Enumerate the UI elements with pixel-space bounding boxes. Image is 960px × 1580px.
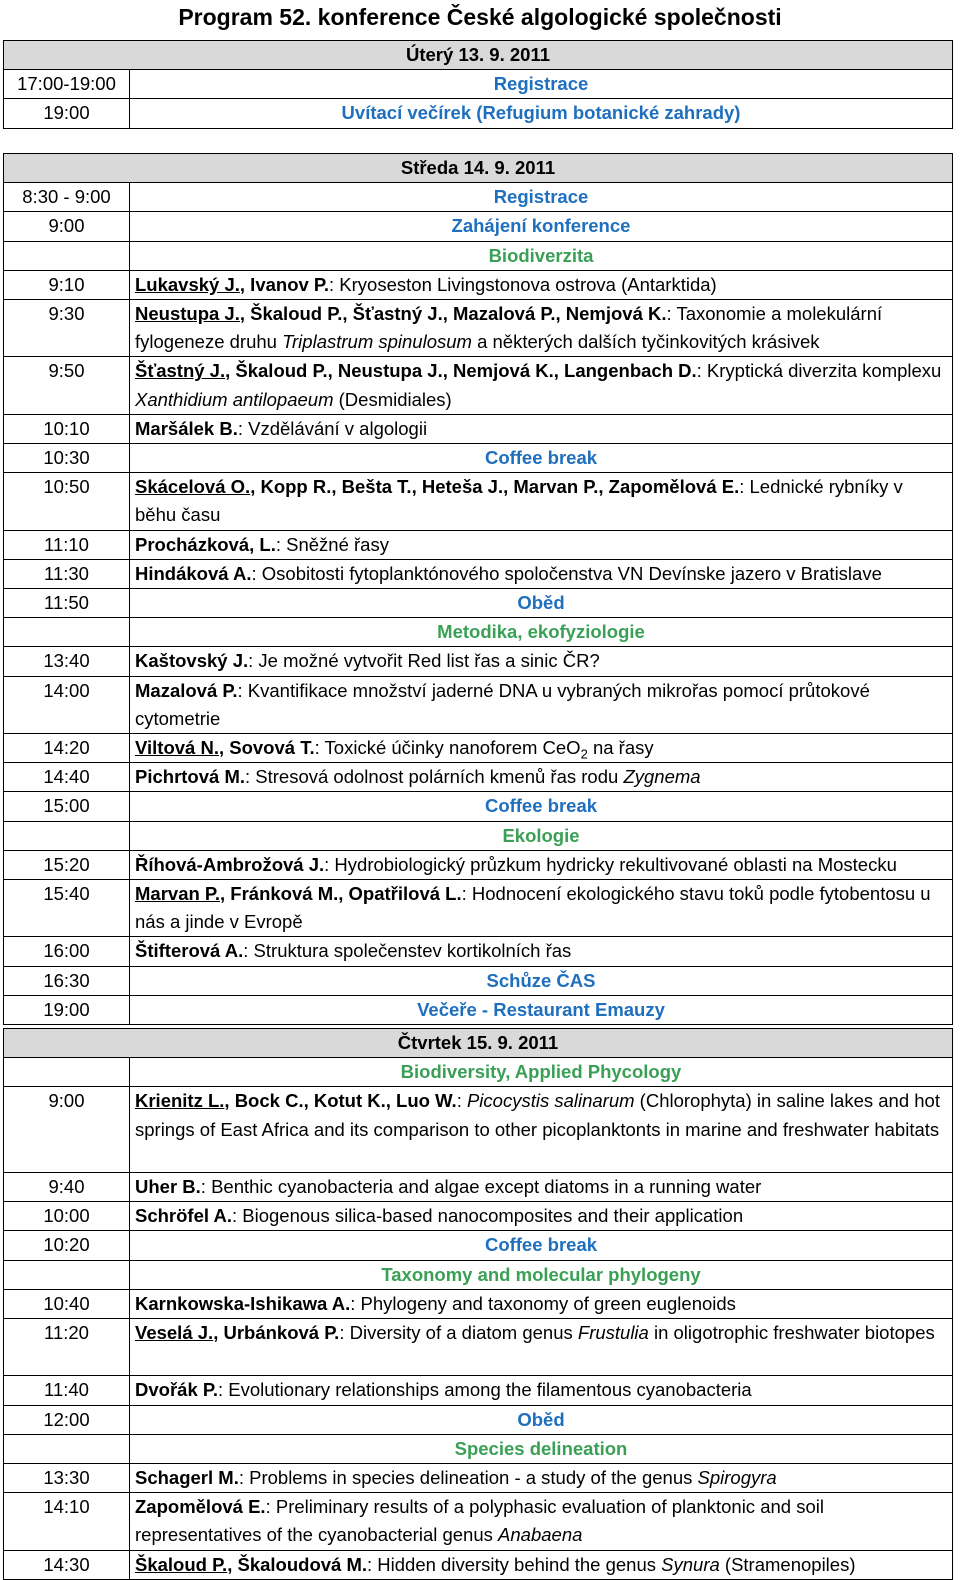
talk-authors: Marvan P., Fránková M., Opatřilová L.	[135, 883, 462, 905]
schedule-row	[4, 70, 953, 99]
schedule-row	[4, 1376, 953, 1405]
schedule-row	[4, 1260, 953, 1289]
time-cell	[4, 1434, 130, 1463]
day-table-thursday	[3, 1028, 953, 1580]
talk-cell	[130, 530, 953, 559]
talk-title: : Taxonomie a molekulární fylogeneze druhu Triplastrum spinulosum a některých dalších tyčinkovitých krásivek	[135, 303, 883, 353]
talk-authors: Neustupa J., Škaloud P., Šťastný J., Mazalová P., Nemjová K.	[135, 303, 667, 325]
talk-cell	[130, 880, 953, 937]
talk-title: : Lednické rybníky v běhu času	[135, 476, 903, 526]
schedule-row	[4, 357, 953, 414]
event-label: Coffee break	[130, 444, 953, 473]
talk-cell	[130, 300, 953, 357]
talk-title: : Biogenous silica-based nanocomposites and their application	[231, 1205, 744, 1227]
talk-title: : Kryptická diverzita komplexu Xanthidium antilopaeum (Desmidiales)	[135, 360, 942, 410]
time-cell: 9:10	[4, 270, 130, 299]
time-cell: 19:00	[4, 99, 130, 128]
talk-title: : Picocystis salinarum (Chlorophyta) in saline lakes and hot springs of East Africa and its comparison to other picoplanktonts in marine and freshwater habitats	[135, 1090, 940, 1140]
schedule-row	[4, 300, 953, 357]
talk-cell	[130, 937, 953, 966]
time-cell: 13:40	[4, 647, 130, 676]
talk-authors: Maršálek B.	[135, 417, 238, 439]
time-cell: 11:50	[4, 589, 130, 618]
talk-cell	[130, 1173, 953, 1202]
schedule-row	[4, 850, 953, 879]
talk-authors: Říhová-Ambrožová J.	[135, 853, 325, 875]
time-cell: 10:10	[4, 414, 130, 443]
time-cell: 11:30	[4, 559, 130, 588]
time-cell: 9:40	[4, 1173, 130, 1202]
schedule-row	[4, 1319, 953, 1376]
time-cell: 12:00	[4, 1405, 130, 1434]
schedule-row	[4, 676, 953, 733]
event-label: Registrace	[130, 70, 953, 99]
schedule-row	[4, 559, 953, 588]
talk-title: : Struktura společenstev kortikolních řas	[243, 940, 572, 962]
schedule-row	[4, 734, 953, 763]
talk-title: : Kvantifikace množství jaderné DNA u vybraných mikrořas pomocí průtokové cytometrie	[135, 679, 870, 729]
time-cell: 11:10	[4, 530, 130, 559]
event-label: Schůze ČAS	[130, 966, 953, 995]
time-cell: 14:00	[4, 676, 130, 733]
talk-cell	[130, 357, 953, 414]
schedule-row	[4, 1202, 953, 1231]
schedule-row	[4, 1289, 953, 1318]
time-cell: 10:20	[4, 1231, 130, 1260]
time-cell: 16:30	[4, 966, 130, 995]
section-heading: Species delineation	[130, 1434, 953, 1463]
talk-authors: Skácelová O., Kopp R., Bešta T., Heteša J., Marvan P., Zapomělová E.	[135, 476, 740, 498]
talk-cell	[130, 1493, 953, 1550]
time-cell	[4, 1058, 130, 1087]
schedule-row	[4, 763, 953, 792]
schedule-row	[4, 995, 953, 1024]
time-cell: 16:00	[4, 937, 130, 966]
schedule-row	[4, 473, 953, 530]
talk-title: : Hydrobiologický průzkum hydricky rekultivované oblasti na Mostecku	[324, 853, 897, 875]
time-cell: 15:00	[4, 792, 130, 821]
time-cell	[4, 241, 130, 270]
schedule-row	[4, 1434, 953, 1463]
time-cell: 10:00	[4, 1202, 130, 1231]
talk-cell	[130, 850, 953, 879]
talk-authors: Škaloud P., Škaloudová M.	[135, 1553, 368, 1575]
section-heading: Biodiverzita	[130, 241, 953, 270]
talk-cell	[130, 1319, 953, 1376]
time-cell: 14:10	[4, 1493, 130, 1550]
time-cell: 14:30	[4, 1550, 130, 1579]
talk-authors: Lukavský J., Ivanov P.	[135, 273, 330, 295]
section-heading: Metodika, ekofyziologie	[130, 618, 953, 647]
talk-cell	[130, 1202, 953, 1231]
talk-authors: Kaštovský J.	[135, 650, 249, 672]
talk-cell	[130, 734, 953, 763]
schedule-row	[4, 1173, 953, 1202]
schedule-row	[4, 821, 953, 850]
talk-title: : Evolutionary relationships among the filamentous cyanobacteria	[217, 1379, 752, 1401]
time-cell: 11:20	[4, 1319, 130, 1376]
talk-authors: Pichrtová M.	[135, 766, 245, 788]
schedule-row	[4, 444, 953, 473]
page-title: Program 52. konference České algologické společnosti	[178, 4, 782, 30]
schedule-row	[4, 99, 953, 128]
time-cell: 10:40	[4, 1289, 130, 1318]
day-heading-row	[4, 41, 953, 70]
time-cell: 15:20	[4, 850, 130, 879]
schedule-row	[4, 618, 953, 647]
event-label: Coffee break	[130, 792, 953, 821]
event-label: Oběd	[130, 1405, 953, 1434]
day-heading-row	[4, 154, 953, 183]
time-cell: 13:30	[4, 1464, 130, 1493]
talk-authors: Viltová N., Sovová T.	[135, 737, 315, 759]
talk-authors: Štifterová A.	[135, 940, 244, 962]
talk-cell	[130, 1464, 953, 1493]
talk-cell	[130, 1376, 953, 1405]
talk-title: : Hidden diversity behind the genus Synura (Stramenopiles)	[367, 1553, 856, 1575]
time-cell: 14:40	[4, 763, 130, 792]
time-cell: 8:30 - 9:00	[4, 183, 130, 212]
schedule-row	[4, 1058, 953, 1087]
talk-authors: Schagerl M.	[135, 1467, 239, 1489]
schedule-row	[4, 792, 953, 821]
day-table-tuesday	[3, 40, 953, 129]
talk-title: : Je možné vytvořit Red list řas a sinic ČR?	[248, 650, 600, 672]
schedule-row	[4, 647, 953, 676]
section-heading: Ekologie	[130, 821, 953, 850]
talk-authors: Hindáková A.	[135, 562, 252, 584]
time-cell: 9:30	[4, 300, 130, 357]
talk-authors: Schröfel A.	[135, 1205, 232, 1227]
day-table-wednesday	[3, 153, 953, 1025]
time-cell: 9:00	[4, 212, 130, 241]
talk-title: : Toxické účinky nanoforem CeO$_2$ na řasy	[314, 737, 654, 762]
time-cell	[4, 1260, 130, 1289]
talk-authors: Uher B.	[135, 1176, 201, 1197]
talk-title: : Preliminary results of a polyphasic evaluation of planktonic and soil representatives of the cyanobacterial genus Anabaena	[135, 1496, 824, 1546]
schedule-row	[4, 1231, 953, 1260]
time-cell: 9:50	[4, 357, 130, 414]
day-heading: Středa 14. 9. 2011	[4, 154, 953, 183]
talk-cell	[130, 647, 953, 676]
talk-authors: Šťastný J., Škaloud P., Neustupa J., Nemjová K., Langenbach D.	[135, 360, 697, 382]
time-cell: 10:30	[4, 444, 130, 473]
time-cell: 14:20	[4, 734, 130, 763]
time-cell: 10:50	[4, 473, 130, 530]
talk-cell	[130, 1087, 953, 1173]
schedule-row	[4, 589, 953, 618]
schedule-row	[4, 1464, 953, 1493]
talk-title: : Stresová odolnost polárních kmenů řas rodu Zygnema	[245, 766, 701, 788]
schedule-row	[4, 414, 953, 443]
talk-cell	[130, 270, 953, 299]
event-label: Uvítací večírek (Refugium botanické zahrady)	[130, 99, 953, 128]
event-label: Zahájení konference	[130, 212, 953, 241]
time-cell: 9:00	[4, 1087, 130, 1173]
time-cell: 15:40	[4, 880, 130, 937]
talk-authors: Karnkowska-Ishikawa A.	[135, 1292, 351, 1314]
talk-authors: Procházková, L.	[135, 533, 276, 555]
day-heading: Úterý 13. 9. 2011	[4, 41, 953, 70]
schedule-row	[4, 183, 953, 212]
talk-authors: Dvořák P.	[135, 1379, 218, 1401]
event-label: Registrace	[130, 183, 953, 212]
time-cell: 17:00-19:00	[4, 70, 130, 99]
time-cell	[4, 821, 130, 850]
talk-cell	[130, 473, 953, 530]
talk-title: : Vzdělávání v algologii	[237, 417, 428, 439]
talk-title: : Problems in species delineation - a study of the genus Spirogyra	[238, 1467, 777, 1489]
schedule-row	[4, 1087, 953, 1173]
time-cell: 11:40	[4, 1376, 130, 1405]
section-heading: Taxonomy and molecular phylogeny	[130, 1260, 953, 1289]
schedule-row	[4, 1405, 953, 1434]
talk-title: : Kryoseston Livingstonova ostrova (Antarktida)	[329, 273, 717, 295]
schedule-row	[4, 966, 953, 995]
talk-cell	[130, 414, 953, 443]
schedule-row	[4, 212, 953, 241]
talk-cell	[130, 763, 953, 792]
event-label: Coffee break	[130, 1231, 953, 1260]
event-label: Večeře - Restaurant Emauzy	[130, 995, 953, 1024]
time-cell: 19:00	[4, 995, 130, 1024]
day-heading-row	[4, 1029, 953, 1058]
talk-authors: Veselá J., Urbánková P.	[135, 1322, 340, 1344]
talk-authors: Mazalová P.	[135, 679, 238, 701]
talk-authors: Krienitz L., Bock C., Kotut K., Luo W.	[135, 1090, 457, 1112]
talk-authors: Zapomělová E.	[135, 1496, 266, 1518]
schedule-row	[4, 1493, 953, 1550]
talk-cell	[130, 676, 953, 733]
schedule-row	[4, 270, 953, 299]
day-heading: Čtvrtek 15. 9. 2011	[4, 1029, 953, 1058]
talk-title: : Sněžné řasy	[275, 533, 389, 555]
schedule-row	[4, 530, 953, 559]
section-heading: Biodiversity, Applied Phycology	[130, 1058, 953, 1087]
time-cell	[4, 618, 130, 647]
schedule-row	[4, 937, 953, 966]
talk-title: : Phylogeny and taxonomy of green euglenoids	[350, 1292, 736, 1314]
talk-title: : Osobitosti fytoplanktónového spoločenstva VN Devínske jazero v Bratislave	[251, 562, 882, 584]
talk-title: : Diversity of a diatom genus Frustulia in oligotrophic freshwater biotopes	[339, 1322, 935, 1344]
event-label: Oběd	[130, 589, 953, 618]
schedule-row	[4, 880, 953, 937]
schedule-row	[4, 241, 953, 270]
talk-title: : Hodnocení ekologického stavu toků podle fytobentosu u nás a jinde v Evropě	[135, 883, 931, 933]
talk-cell	[130, 559, 953, 588]
talk-title: : Benthic cyanobacteria and algae except diatoms in a running water	[200, 1176, 762, 1197]
talk-cell	[130, 1289, 953, 1318]
